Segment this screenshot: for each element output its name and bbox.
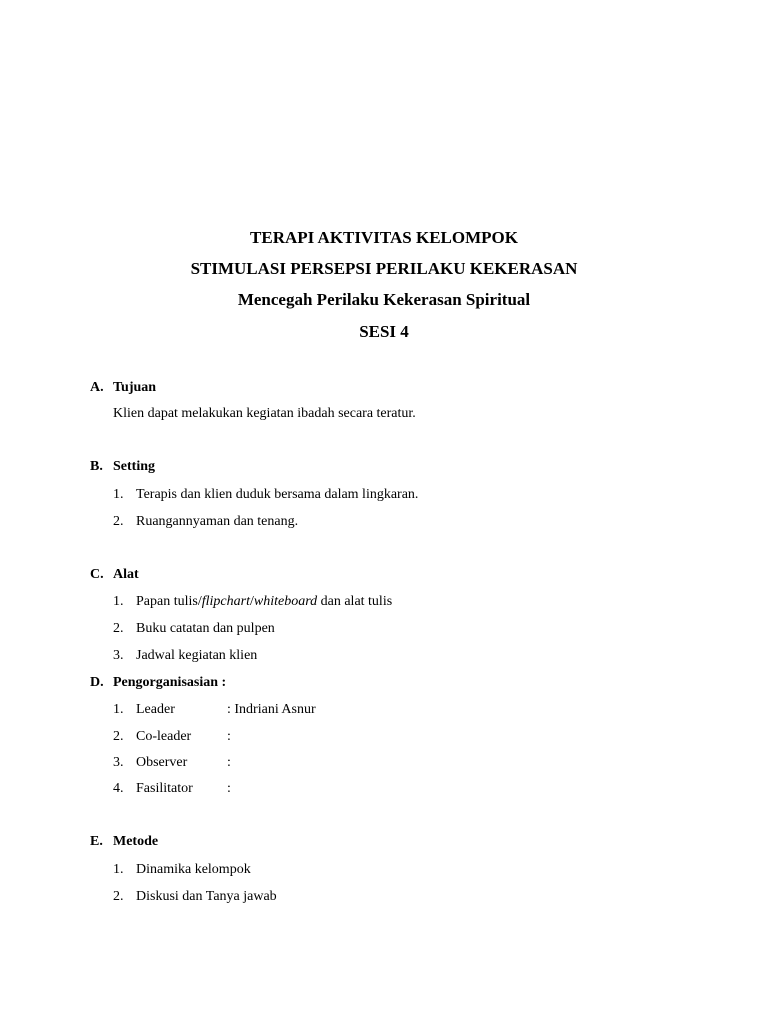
list-text: Diskusi dan Tanya jawab <box>136 889 277 904</box>
list-item <box>113 513 298 531</box>
list-text-italic-2: whiteboard <box>253 594 318 609</box>
list-text: Ruangannyaman dan tenang. <box>136 514 299 529</box>
section-letter: B. <box>90 459 103 474</box>
role-row <box>113 701 316 719</box>
list-item <box>113 888 277 906</box>
list-text: Terapis dan klien duduk bersama dalam lingkaran. <box>136 487 419 502</box>
section-letter: E. <box>90 834 103 849</box>
list-number: 2. <box>113 889 124 904</box>
list-text-post: dan alat tulis <box>317 594 393 609</box>
section-e-heading <box>90 833 158 851</box>
doc-title-line-4: SESI 4 <box>359 322 409 341</box>
list-text: Jadwal kegiatan klien <box>136 648 258 663</box>
list-item <box>113 620 275 638</box>
list-number: 1. <box>113 702 124 717</box>
list-text-italic-1: flipchart <box>201 594 250 609</box>
doc-title-line-1: TERAPI AKTIVITAS KELOMPOK <box>250 228 518 247</box>
list-number: 2. <box>113 514 124 529</box>
role-row <box>113 728 231 746</box>
role-label: Co-leader <box>136 729 192 744</box>
section-a-heading <box>90 379 156 397</box>
list-number: 3. <box>113 755 124 770</box>
section-c-heading <box>90 566 139 584</box>
list-number: 1. <box>113 594 124 609</box>
list-item <box>113 486 418 504</box>
role-value: : <box>227 729 231 744</box>
doc-title-line-2: STIMULASI PERSEPSI PERILAKU KEKERASAN <box>190 259 578 278</box>
section-title: Alat <box>113 567 139 582</box>
section-b-heading <box>90 458 155 476</box>
section-title: Setting <box>113 459 155 474</box>
list-item <box>113 861 251 879</box>
list-item <box>113 647 257 665</box>
list-text-pre: Papan tulis/ <box>136 594 202 609</box>
section-letter: D. <box>90 675 104 690</box>
list-number: 1. <box>113 862 124 877</box>
role-value: : <box>227 755 231 770</box>
list-number: 4. <box>113 781 124 796</box>
role-value: : <box>227 781 231 796</box>
list-number: 2. <box>113 621 124 636</box>
list-text: Buku catatan dan pulpen <box>136 621 275 636</box>
section-a-text: Klien dapat melakukan kegiatan ibadah secara teratur. <box>113 406 416 421</box>
section-title: Pengorganisasian : <box>113 675 227 690</box>
role-label: Leader <box>136 702 175 717</box>
section-d-heading <box>90 674 226 692</box>
list-number: 2. <box>113 729 124 744</box>
list-number: 1. <box>113 487 124 502</box>
list-item <box>113 593 392 611</box>
list-text: Dinamika kelompok <box>136 862 251 877</box>
section-letter: A. <box>90 380 104 395</box>
list-text-mid: / <box>249 594 254 609</box>
role-value: : Indriani Asnur <box>227 702 316 717</box>
role-row <box>113 754 231 772</box>
section-title: Metode <box>113 834 159 849</box>
section-letter: C. <box>90 567 104 582</box>
doc-title-line-3: Mencegah Perilaku Kekerasan Spiritual <box>237 290 531 309</box>
role-label: Fasilitator <box>136 781 193 796</box>
list-number: 3. <box>113 648 124 663</box>
section-title: Tujuan <box>113 380 157 395</box>
role-row <box>113 780 231 798</box>
role-label: Observer <box>136 755 188 770</box>
